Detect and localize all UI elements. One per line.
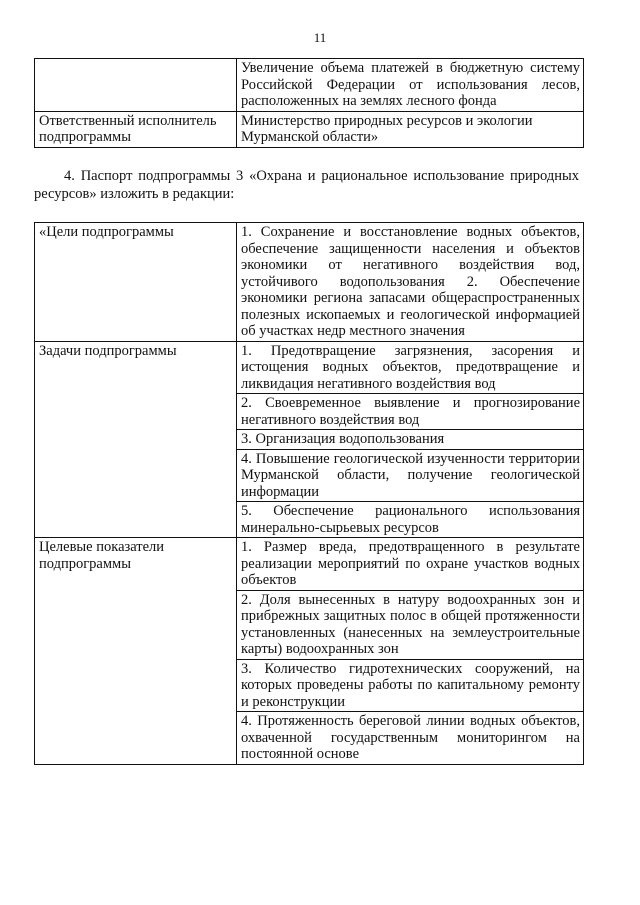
task-item: 4. Повышение геологической изученности территории Мурманской области, получение геологической информации — [237, 449, 584, 502]
task-item: 5. Обеспечение рационального использования минерально-сырьевых ресурсов — [237, 502, 584, 538]
subprogram-passport-table — [34, 222, 584, 765]
table-row — [35, 59, 584, 112]
table-cell: Увеличение объема платежей в бюджетную систему Российской Федерации от использования лесов, расположенных на землях лесного фонда — [237, 59, 584, 112]
task-item: 3. Организация водопользования — [237, 430, 584, 450]
page-number: 11 — [313, 30, 327, 45]
indicator-item: 2. Доля вынесенных в натуру водоохранных зон и прибрежных защитных полос в общей протяженности установленных (нанесенных на землеустроительные карты) водоохранных зон — [237, 590, 584, 659]
tasks-label: Задачи подпрограммы — [35, 341, 237, 538]
indicator-item: 1. Размер вреда, предотвращенного в результате реализации мероприятий по охране участков водных объектов — [237, 538, 584, 591]
indicator-item: 4. Протяженность береговой линии водных объектов, охваченной государственным мониторингом на постоянной основе — [237, 712, 584, 765]
task-item: 1. Предотвращение загрязнения, засорения и истощения водных объектов, предотвращение и ликвидация негативного воздействия вод — [237, 341, 584, 394]
task-item: 2. Своевременное выявление и прогнозирование негативного воздействия вод — [237, 394, 584, 430]
goals-label: «Цели подпрограммы — [35, 223, 237, 342]
table-continuation — [34, 58, 584, 148]
table-cell: Министерство природных ресурсов и экологии Мурманской области» — [237, 111, 584, 147]
goals-text: 1. Сохранение и восстановление водных объектов, обеспечение защищенности населения и объектов экономики от негативного воздействия вод, устойчивого водопользования 2. Обеспечение экономики региона запасами общераспространенных полезных ископаемых и геологической информацией об участках недр местного значения — [237, 223, 584, 342]
table-cell-label: Ответственный исполнитель подпрограммы — [35, 111, 237, 147]
indicators-label: Целевые показатели подпрограммы — [35, 538, 237, 765]
table-row — [35, 538, 584, 591]
indicator-item: 3. Количество гидротехнических сооружений, на которых проведены работы по капитальному ремонту и реконструкции — [237, 659, 584, 712]
table-row — [35, 223, 584, 342]
body-paragraph: 4. Паспорт подпрограммы 3 «Охрана и рациональное использование природных ресурсов» изложить в редакции: — [34, 168, 579, 202]
table-cell-empty — [35, 59, 237, 112]
table-row — [35, 111, 584, 147]
table-row — [35, 341, 584, 394]
